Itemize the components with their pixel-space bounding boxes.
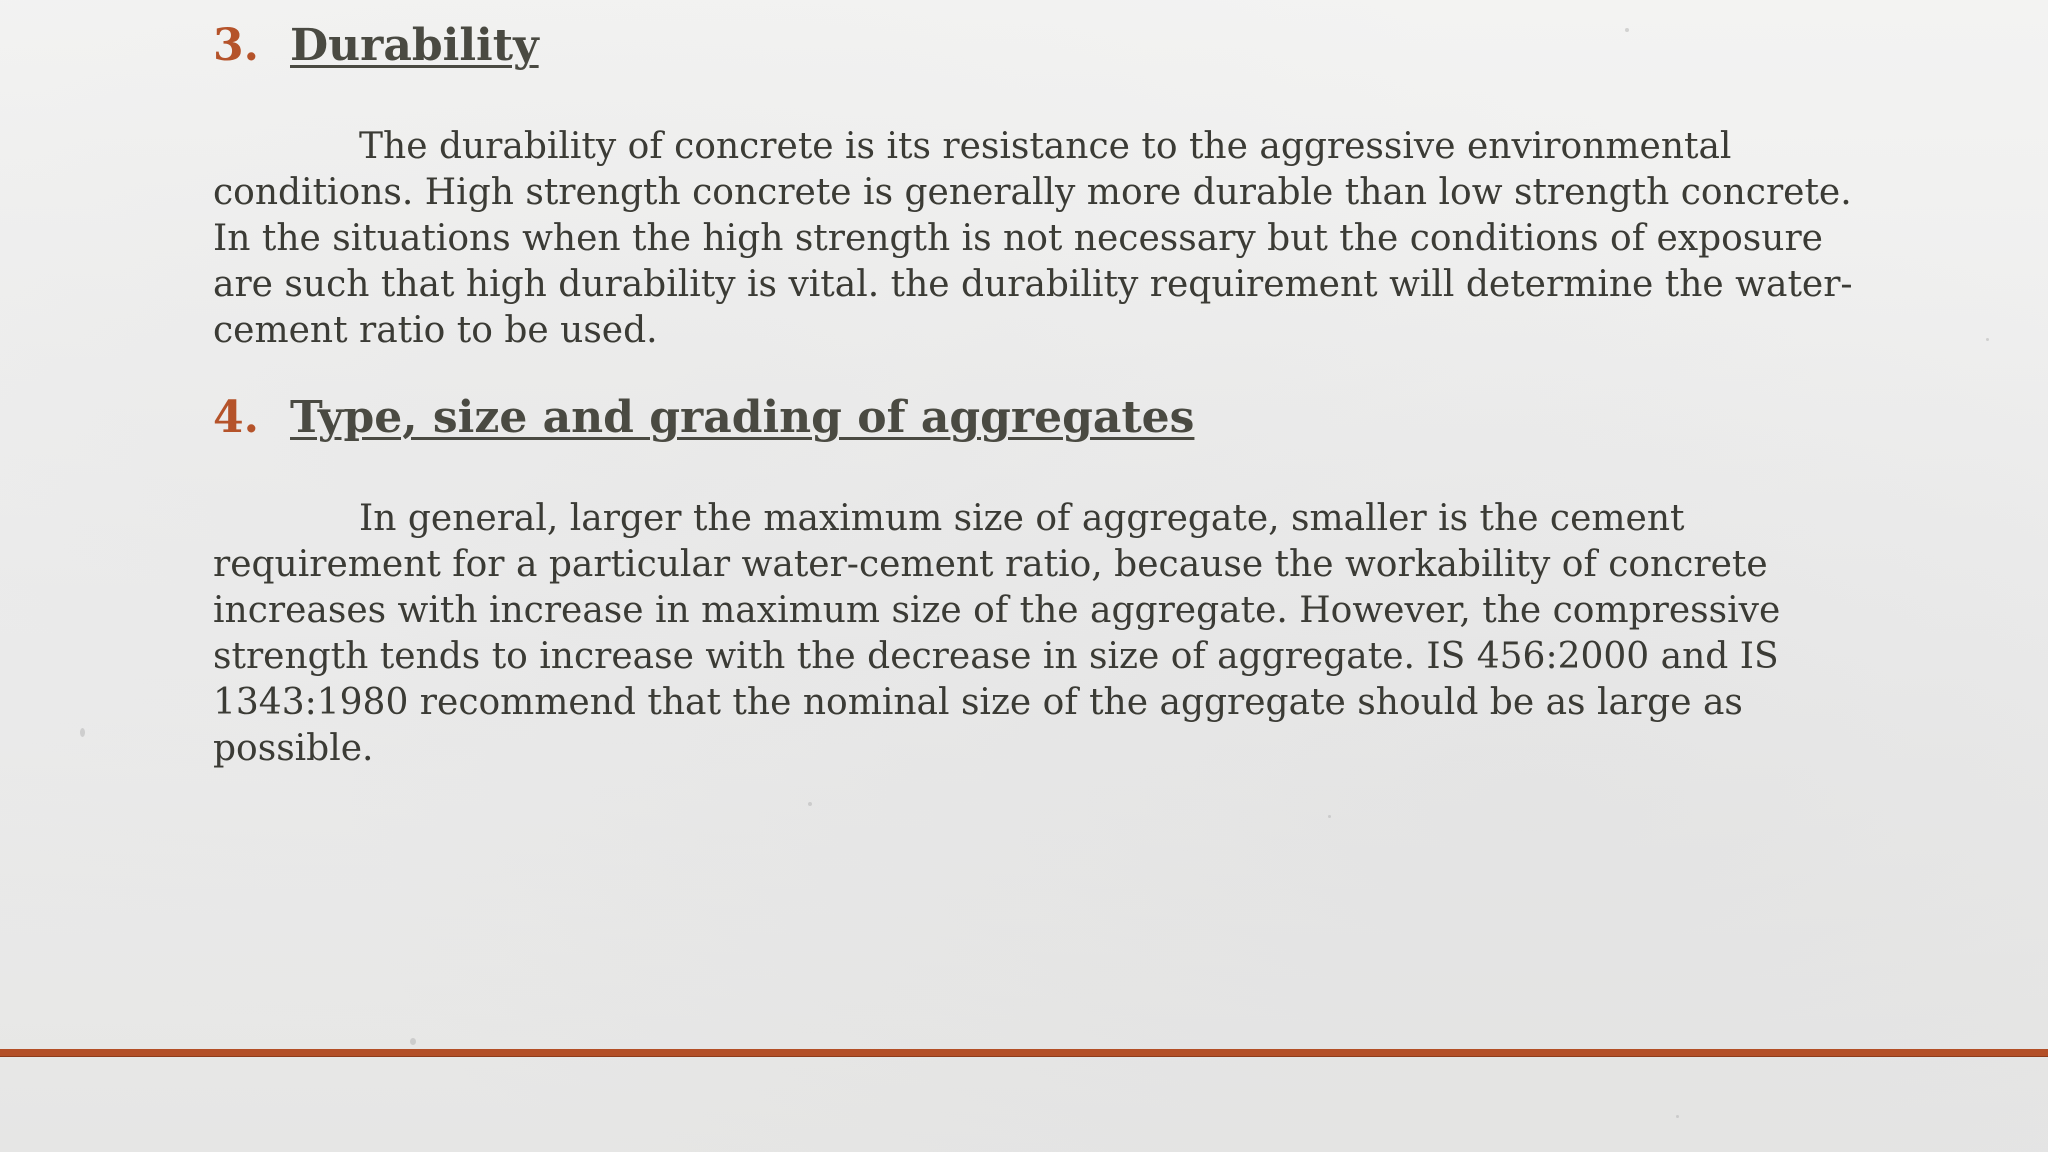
texture-speck [80,728,85,737]
section-body-durability: The durability of concrete is its resistance to the aggressive environmental conditions. High strength concrete is generally more durable than low strength concrete. In the situations when the high strength is not necessary but the conditions of exposure are such that high durability is vital. the durability requirement will determine the water-cement ratio to be used. [213,126,1853,351]
section-heading-aggregates [213,392,1194,445]
texture-speck [808,802,812,806]
section-title: Durability [290,20,539,71]
section-heading-durability [213,20,539,73]
texture-speck [1676,1115,1679,1118]
texture-speck [1986,338,1989,341]
texture-speck [1625,28,1629,32]
footer-divider [0,1049,2048,1056]
section-body-aggregates: In general, larger the maximum size of aggregate, smaller is the cement requirement for a particular water-cement ratio, because the workability of concrete increases with increase in maximum size of the aggregate. However, the compressive strength tends to increase with the decrease in size of aggregate. IS 456:2000 and IS 1343:1980 recommend that the nominal size of the aggregate should be as large as possible. [213,498,1781,769]
section-number: 3. [213,20,259,71]
section-title: Type, size and grading of aggregates [290,392,1195,443]
section-number: 4. [213,392,259,443]
texture-speck [1328,815,1331,818]
texture-speck [410,1038,416,1045]
